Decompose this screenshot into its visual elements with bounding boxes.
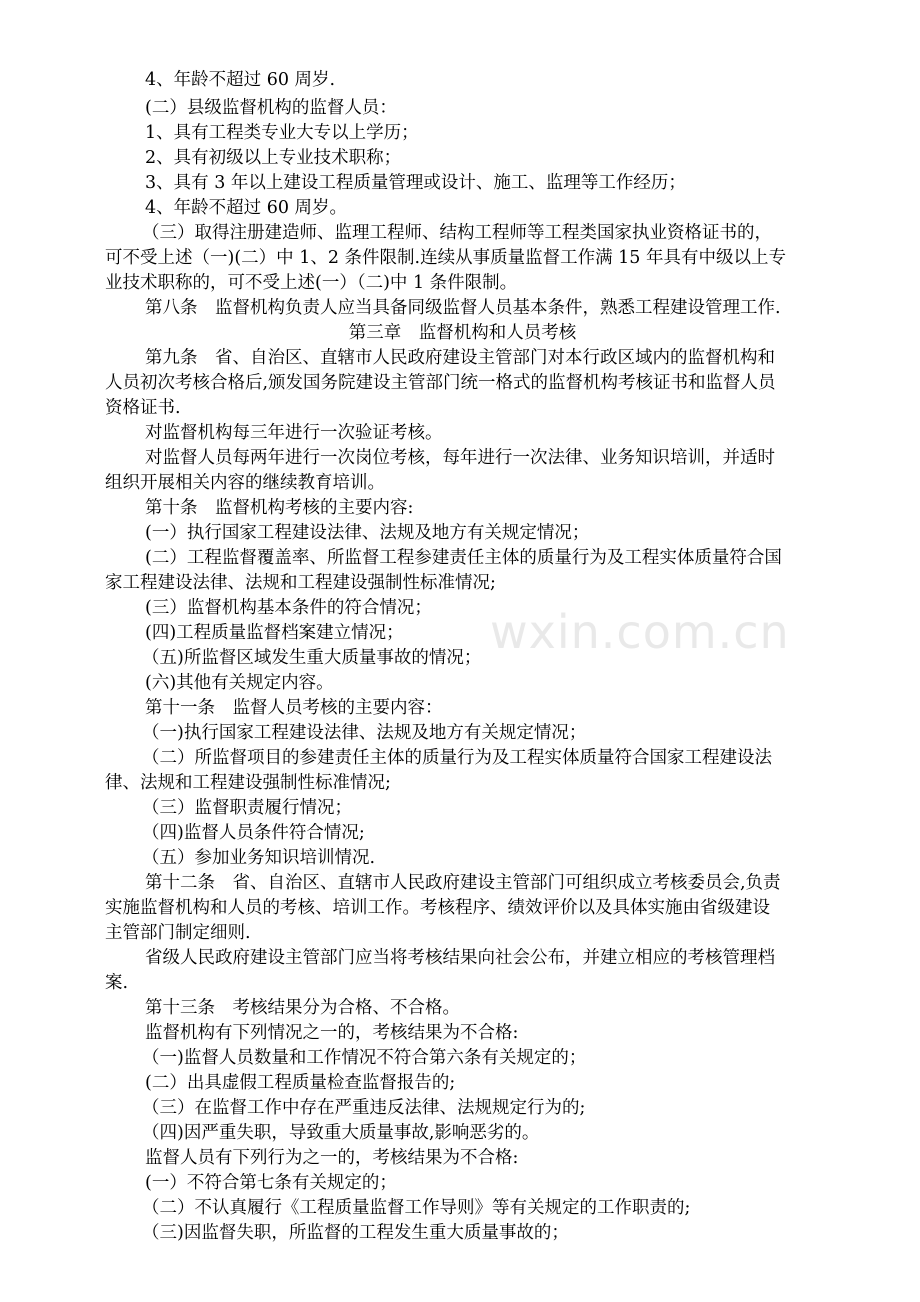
text-line: (一）不符合第七条有关规定的； (145, 1173, 397, 1193)
text-line: （三）取得注册建造师、监理工程师、结构工程师等工程类国家执业资格证书的， (142, 223, 772, 243)
text-line: 3、具有 3 年以上建设工程质量管理或设计、施工、监理等工作经历； (145, 173, 686, 193)
text-line: （一)监督人员数量和工作情况不符合第六条有关规定的； (142, 1048, 587, 1068)
text-line: 家工程建设法律、法规和工程建设强制性标准情况; (105, 573, 496, 593)
text-line: （四)监督人员条件符合情况; (142, 823, 365, 843)
text-line: (四)工程质量监督档案建立情况； (145, 623, 404, 643)
text-line: (二）出具虚假工程质量检查监督报告的; (145, 1073, 456, 1093)
text-line: 监督人员有下列行为之一的，考核结果为不合格: (145, 1148, 519, 1168)
text-line: 第十一条 监督人员考核的主要内容： (145, 698, 443, 718)
watermark: wxin.com.cn (490, 605, 790, 659)
text-line: （二）不认真履行《工程质量监督工作导则》等有关规定的工作职责的; (142, 1198, 691, 1218)
text-line: (六)其他有关规定内容。 (145, 673, 334, 693)
text-line: （三）在监督工作中存在严重违反法律、法规规定行为的; (142, 1098, 586, 1118)
text-line: （一)执行国家工程建设法律、法规及地方有关规定情况； (142, 723, 587, 743)
text-line: 省级人民政府建设主管部门应当将考核结果向社会公布，并建立相应的考核管理档 (145, 948, 775, 968)
text-line: (二）县级监督机构的监督人员： (145, 98, 397, 118)
text-line: 人员初次考核合格后,颁发国务院建设主管部门统一格式的监督机构考核证书和监督人员 (105, 373, 776, 393)
text-line: 监督机构有下列情况之一的，考核结果为不合格: (145, 1023, 519, 1043)
text-line: （三)因监督失职，所监督的工程发生重大质量事故的； (142, 1223, 569, 1243)
text-line: 律、法规和工程建设强制性标准情况; (105, 773, 391, 793)
text-line: 资格证书. (105, 398, 181, 418)
text-line: 4、年龄不超过 60 周岁. (145, 70, 336, 90)
text-line: 2、具有初级以上专业技术职称； (145, 148, 402, 168)
text-line: 第九条 省、自治区、直辖市人民政府建设主管部门对本行政区域内的监督机构和 (145, 348, 775, 368)
text-line: 可不受上述（一)(二）中 1、2 条件限制.连续从事质量监督工作满 15 年具有中级以上专 (105, 248, 787, 268)
text-line: 案. (105, 973, 129, 993)
text-line: （五）参加业务知识培训情况. (142, 848, 376, 868)
text-line: 实施监督机构和人员的考核、培训工作。考核程序、绩效评价以及具体实施由省级建设 (105, 898, 770, 918)
text-line: 第十二条 省、自治区、直辖市人民政府建设主管部门可组织成立考核委员会,负责 (145, 873, 781, 893)
text-line: （三）监督职责履行情况； (142, 798, 352, 818)
text-line: 第八条 监督机构负责人应当具备同级监督人员基本条件，熟悉工程建设管理工作. (145, 298, 781, 318)
text-line: 对监督机构每三年进行一次验证考核。 (145, 423, 443, 443)
text-line: 1、具有工程类专业大专以上学历； (145, 123, 419, 143)
text-line: 对监督人员每两年进行一次岗位考核，每年进行一次法律、业务知识培训，并适时 (145, 448, 775, 468)
chapter-heading: 第三章 监督机构和人员考核 (348, 323, 577, 343)
text-line: 第十三条 考核结果分为合格、不合格。 (145, 998, 460, 1018)
text-line: （四)因严重失职，导致重大质量事故,影响恶劣的。 (142, 1123, 540, 1143)
text-line: 组织开展相关内容的继续教育培训。 (105, 473, 385, 493)
text-line: 4、年龄不超过 60 周岁。 (145, 198, 348, 218)
text-line: (三）监督机构基本条件的符合情况； (145, 598, 432, 618)
text-line: (二）工程监督覆盖率、所监督工程参建责任主体的质量行为及工程实体质量符合国 (145, 548, 782, 568)
text-line: 业技术职称的，可不受上述(一）（二)中 1 条件限制。 (105, 273, 518, 293)
text-line: 主管部门制定细则. (105, 923, 251, 943)
text-line: （二）所监督项目的参建责任主体的质量行为及工程实体质量符合国家工程建设法 (142, 748, 772, 768)
text-line: （五)所监督区域发生重大质量事故的情况； (142, 648, 482, 668)
text-line: (一）执行国家工程建设法律、法规及地方有关规定情况； (145, 523, 590, 543)
text-line: 第十条 监督机构考核的主要内容: (145, 498, 414, 518)
